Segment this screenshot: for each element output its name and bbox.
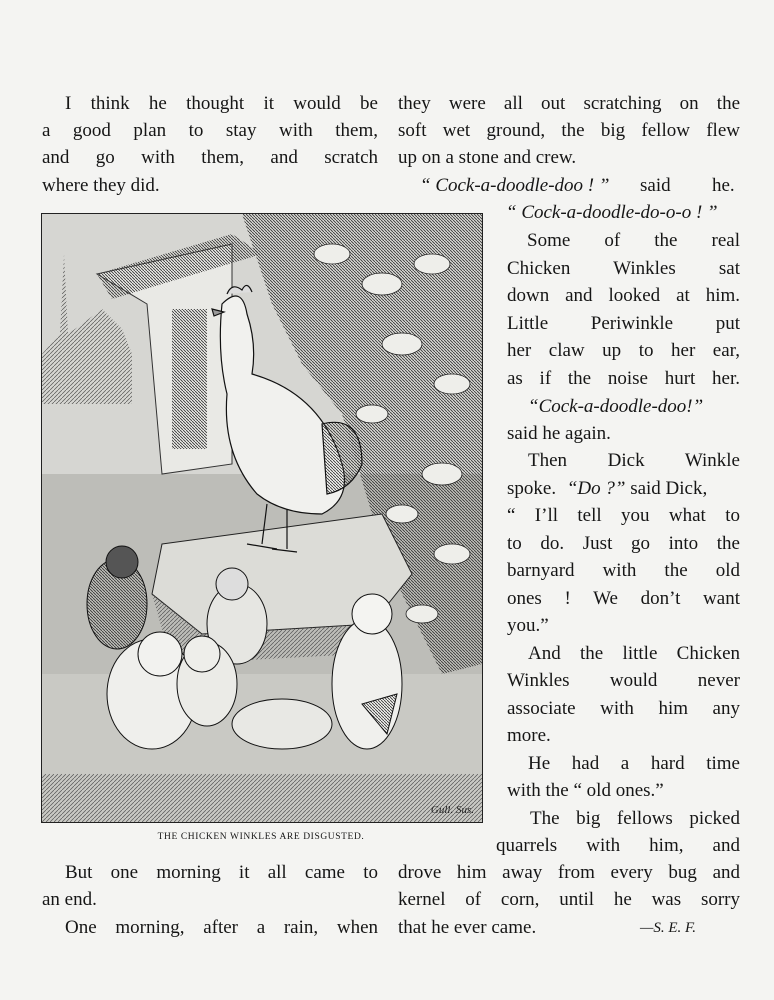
paragraph-line: Chicken Winkles sat [507,258,740,279]
paragraph-line: And the little Chicken [528,643,740,664]
paragraph-line: “ I’ll tell you what to [507,505,740,526]
paragraph-line: as if the noise hurt her. [507,368,740,389]
paragraph-line: quarrels with him, and [496,835,740,856]
paragraph-line: kernel of corn, until he was sorry [398,889,740,910]
engraver-signature: Gull. Sus. [430,804,474,816]
paragraph-line: Then Dick Winkle [528,450,740,471]
paragraph-line: they were all out scratching on the [398,93,740,114]
paragraph-line: to do. Just go into the [507,533,740,554]
quote-line [420,173,740,199]
crow-quote: “ Cock-a-doodle-do-o-o ! ” [506,202,718,223]
said-dick: said Dick, [630,478,708,499]
paragraph-line: a good plan to stay with them, [42,120,378,141]
paragraph-line: drove him away from every bug and [398,862,740,883]
paragraph-line: Some of the real [527,230,740,251]
paragraph-line: and go with them, and scratch [42,147,378,168]
paragraph-line [507,476,740,502]
chicken-engraving-illustration [41,213,483,823]
said-word: said [640,175,671,196]
paragraph-line: But one morning it all came to [65,862,378,883]
paragraph-line: Little Periwinkle put [507,313,740,334]
paragraph-line: you.” [507,615,549,636]
paragraph-line: an end. [42,889,97,910]
crow-quote: “ Cock-a-doodle-doo ! ” [420,175,610,196]
he-word: he. [712,175,735,196]
paragraph-line: One morning, after a rain, when [65,917,378,938]
paragraph-line: soft wet ground, the big fellow flew [398,120,740,141]
paragraph-line: up on a stone and crew. [398,147,577,168]
paragraph-line: Winkles would never [507,670,740,691]
paragraph-line: where they did. [42,175,160,196]
paragraph-line: barnyard with the old [507,560,740,581]
paragraph-line: ones ! We don’t want [507,588,740,609]
paragraph-line: her claw up to her ear, [507,340,740,361]
paragraph-line: with the “ old ones.” [507,780,664,801]
crow-quote: “Cock-a-doodle-doo!” [528,396,704,417]
engraving-art [42,214,482,822]
paragraph-line: down and looked at him. [507,285,740,306]
paragraph-line: He had a hard time [528,753,740,774]
paragraph-line: that he ever came. [398,917,537,938]
paragraph-line: The big fellows picked [530,808,740,829]
paragraph-line: said he again. [507,423,611,444]
paragraph-line: associate with him any [507,698,740,719]
author-initials: —S. E. F. [640,920,696,936]
paragraph-line: I think he thought it would be [65,93,378,114]
figure-caption: THE CHICKEN WINKLES ARE DISGUSTED. [157,832,365,842]
spoke-word: spoke. [507,478,557,499]
paragraph-line: more. [507,725,551,746]
do-quote: “Do ?” [566,478,626,499]
